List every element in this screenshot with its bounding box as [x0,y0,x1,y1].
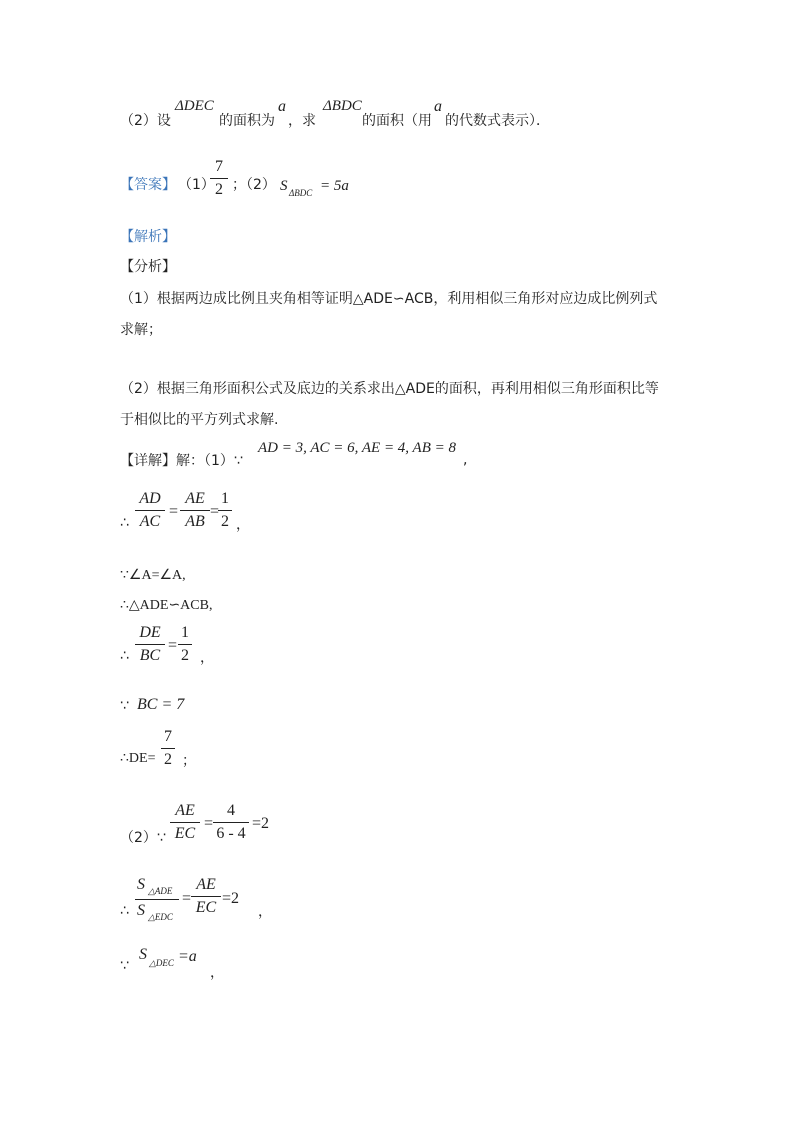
fraction-ae-ec-2 [191,876,221,917]
q2-text-expression: 的代数式表示）． [445,113,550,129]
fraction-ad-ac [135,490,165,531]
num-ae: AE [185,490,205,507]
eq-3: = [168,637,178,654]
s-den: S [137,902,145,919]
answer-eq: = 5a [320,178,349,194]
sdec-sub: △DEC [149,958,174,968]
answer-s-sub: ΔBDC [289,188,313,198]
num-ae3: AE [196,876,216,893]
detail-comma: , [463,452,468,468]
q2-text-area: 的面积为 [219,113,275,129]
answer-sep: ；（2） [232,177,276,193]
question-2 [120,100,720,140]
s-num: S [137,876,145,893]
similar-line: ∴△ADE∽ACB, [120,598,213,613]
de-pre: ∴DE= [120,751,156,766]
fraction-7-2 [161,728,175,769]
den-2c: 2 [164,751,172,768]
analysis-line3: （2）根据三角形面积公式及底边的关系求出△ADE的面积，再利用相似三角形面积比等 [120,381,659,397]
num-de: DE [139,624,161,641]
answer-part1: （1） [178,177,215,193]
fraction-half [218,490,232,531]
fraction-ae-ab [180,490,210,531]
answer-s: S [280,178,288,194]
sdec-eq: =a [178,948,197,965]
fraction-ae-ec [170,802,200,843]
eq-1: = [169,503,179,520]
analysis-line4: 于相似比的平方列式求解. [120,412,279,428]
detail-label: 【详解】解：（1）∵ [120,453,243,469]
detail-given: AD = 3, AC = 6, AE = 4, AB = 8 [258,440,456,456]
den-ec: EC [174,825,196,842]
num-ad: AD [139,490,161,507]
fraction-numerator: 7 [215,158,223,175]
q2-var-a2: a [434,98,442,115]
q2-text-find: ，求 [288,113,316,129]
p2-pre: （2）∵ [120,830,166,846]
tail-3: ； [182,753,196,769]
fraction-4-over [213,802,249,843]
fraction-area-ratio [135,876,183,926]
q2-triangle-dec: ΔDEC [175,98,214,114]
q2-triangle-bdc: ΔBDC [323,98,362,114]
num-1b: 1 [181,624,189,641]
q2-text-area-using: 的面积（用 [362,113,432,129]
s-den-sub: △EDC [148,912,173,922]
den-ab: AB [185,513,205,530]
q2-prefix: （2）设 [120,113,171,129]
eq-6: = [182,890,192,907]
fraction-half-2 [178,624,192,665]
den-2: 2 [221,513,229,530]
because-sdec: ∵ [120,958,129,974]
because-bc: ∵ [120,698,129,714]
eq-2: = [210,503,220,520]
fraction-de-bc [135,624,165,665]
bc-expr: BC = 7 [137,696,185,713]
therefore-2: ∴ [120,648,129,664]
eq-7: =2 [222,890,240,907]
therefore-3: ∴ [120,903,129,919]
answer-fraction [210,158,228,199]
den-6-4: 6 - 4 [216,825,246,842]
den-ec2: EC [195,899,217,916]
num-ae2: AE [175,802,195,819]
den-2b: 2 [181,647,189,664]
analysis-line2: 求解； [120,322,162,338]
analysis-label: 【解析】 [120,229,176,245]
angle-line: ∵∠A=∠A, [120,568,186,583]
eq-4: = [204,815,214,832]
num-1: 1 [221,490,229,507]
fraction-denominator: 2 [215,181,223,198]
therefore-1: ∴ [120,515,129,531]
num-7: 7 [164,728,172,745]
eq-5: =2 [252,815,270,832]
tail-5: ， [210,965,224,981]
answer-line [120,158,720,208]
answer-label: 【答案】 [120,177,176,193]
q2-var-a: a [278,98,286,115]
fenxi-label: 【分析】 [120,259,176,275]
tail-4: ， [258,904,272,920]
tail-2: ， [200,650,214,666]
den-ac: AC [139,513,161,530]
tail-1: ， [236,517,250,533]
num-4: 4 [227,802,235,819]
analysis-line1: （1）根据两边成比例且夹角相等证明△ADE∽ACB，利用相似三角形对应边成比例列式 [120,291,658,307]
sdec-s: S [139,946,147,963]
den-bc: BC [139,647,161,664]
s-num-sub: △ADE [148,886,173,896]
